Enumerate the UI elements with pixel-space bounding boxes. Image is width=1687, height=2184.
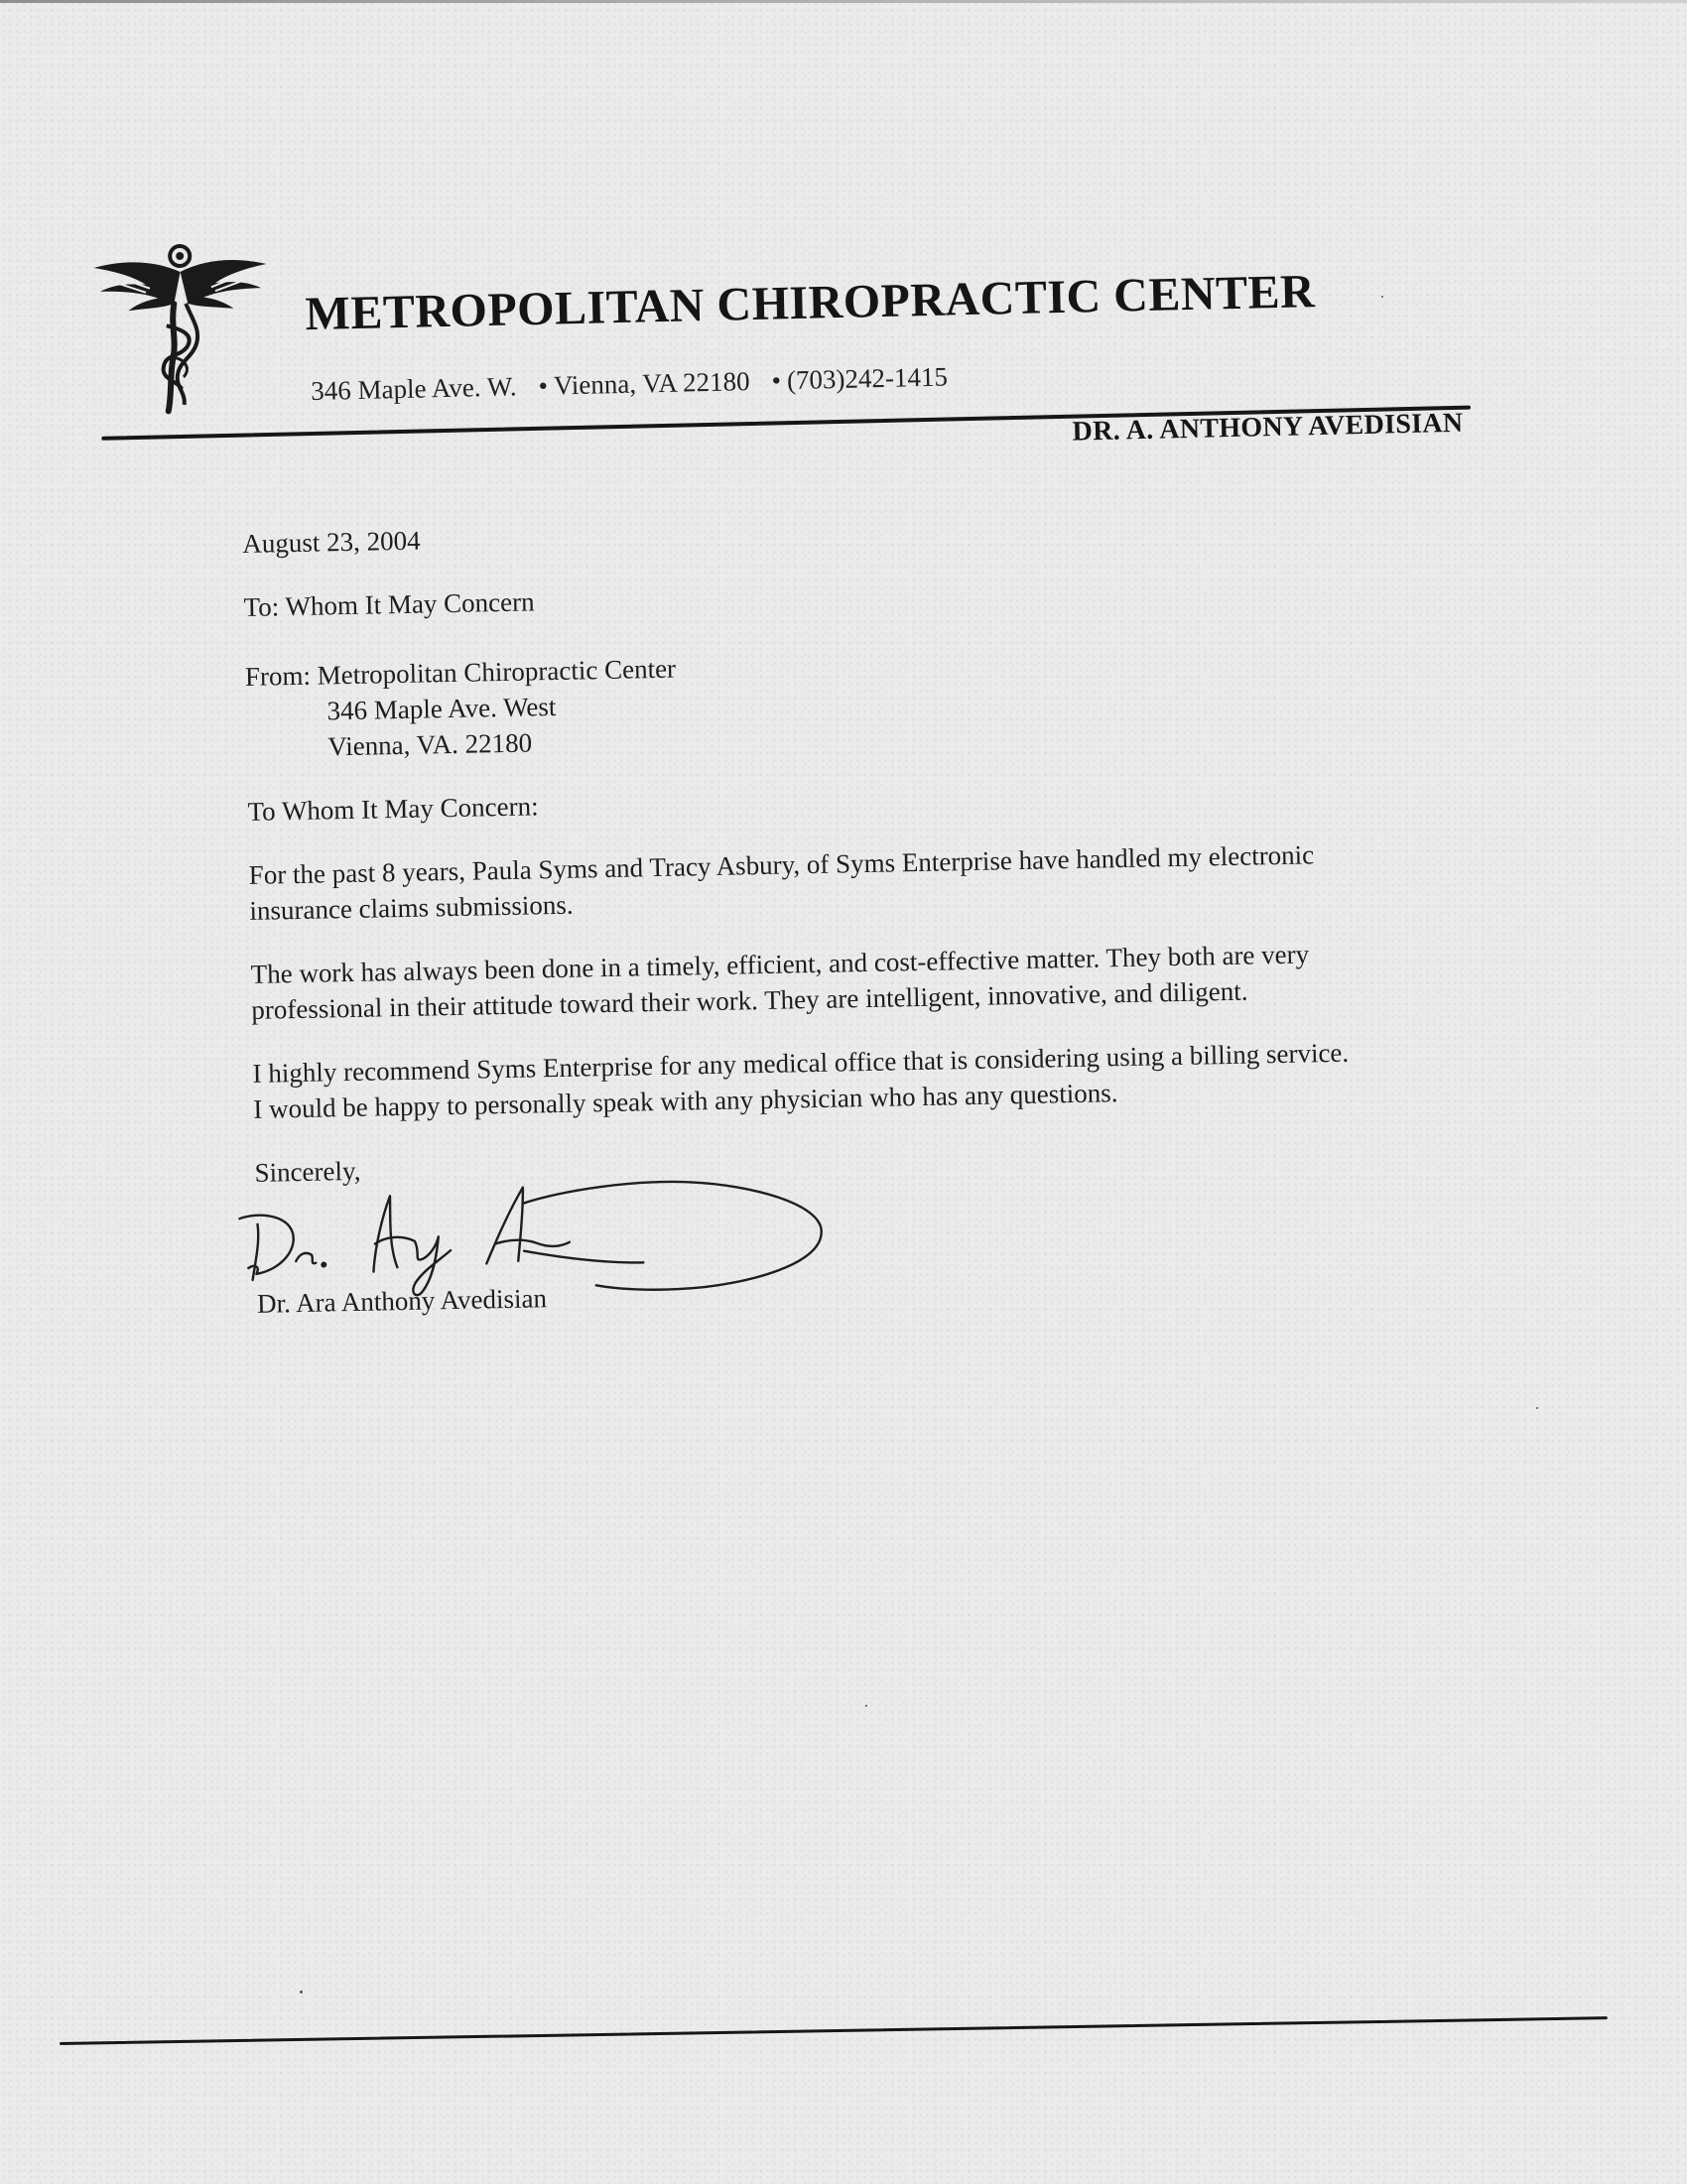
separator-dot: • xyxy=(771,365,782,396)
scan-speck xyxy=(865,1705,867,1707)
address-street: 346 Maple Ave. W. xyxy=(310,371,517,407)
letter-date: August 23, 2004 xyxy=(242,525,421,559)
signature-area xyxy=(255,1175,892,1296)
address-city: Vienna, VA 22180 xyxy=(553,366,750,401)
to-line: To: Whom It May Concern xyxy=(243,586,535,622)
scan-speck xyxy=(1536,1407,1538,1409)
paragraph: The work has always been done in a timely, efficient, and cost-effective matter. They both are very professional in their attitude toward their work. They are intelligent, innovative, and diligent. xyxy=(250,939,1310,1025)
doctor-name-header: DR. A. ANTHONY AVEDISIAN xyxy=(1072,407,1464,448)
paragraph: For the past 8 years, Paula Syms and Tracy Asbury, of Syms Enterprise have handled my electronic insurance claims submissions. xyxy=(248,839,1315,926)
phone-number: (703)242-1415 xyxy=(786,361,949,396)
separator-dot: • xyxy=(538,370,549,401)
caduceus-icon xyxy=(85,228,278,421)
practice-name: METROPOLITAN CHIROPRACTIC CENTER xyxy=(304,265,1316,341)
salutation: To Whom It May Concern: xyxy=(247,791,539,827)
from-block xyxy=(245,638,1349,766)
paragraph: I highly recommend Syms Enterprise for any medical office that is considering using a billing service. I would be happy to personally speak with any physician who has any questions. xyxy=(252,1037,1350,1124)
letterhead-address xyxy=(311,362,948,408)
footer-rule xyxy=(60,2016,1608,2045)
letter-body xyxy=(242,505,1359,1322)
from-city: Vienna, VA. 22180 xyxy=(326,727,533,762)
scan-speck xyxy=(300,1991,303,1993)
scan-speck xyxy=(1381,296,1383,298)
closing: Sincerely, xyxy=(254,1155,361,1188)
from-line: From: Metropolitan Chiropractic Center xyxy=(244,653,677,692)
handwritten-signature xyxy=(225,1167,862,1308)
letterhead xyxy=(0,0,1687,474)
from-street: 346 Maple Ave. West xyxy=(326,691,557,726)
signer-name: Dr. Ara Anthony Avedisian xyxy=(256,1283,548,1319)
